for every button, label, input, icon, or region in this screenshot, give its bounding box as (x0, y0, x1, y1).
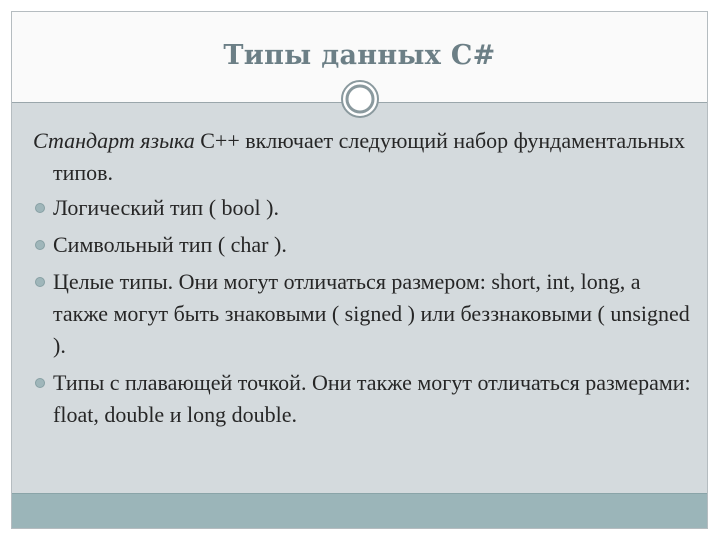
bullet-dot-icon (35, 277, 45, 287)
bullet-dot-icon (35, 378, 45, 388)
bullet-text: Целые типы. Они могут отличаться размером: short, int, long, а также могут быть знаковыми ( signed ) или беззнаковыми ( unsigned ). (53, 269, 690, 358)
bottom-band (12, 493, 707, 528)
bullet-text: Логический тип ( bool ). (53, 195, 279, 220)
intro-italic: Стандарт языка (33, 128, 195, 153)
bullet-item (33, 192, 693, 224)
bullet-item (33, 367, 693, 431)
intro-paragraph (33, 125, 693, 189)
bullet-dot-icon (35, 240, 45, 250)
body-text (33, 125, 693, 436)
ring-ornament-icon (340, 79, 380, 119)
bullet-item (33, 229, 693, 261)
slide-frame (11, 11, 708, 529)
slide-title: Типы данных C# (223, 40, 496, 71)
bullet-item (33, 266, 693, 362)
bullet-text: Типы с плавающей точкой. Они также могут отличаться размерами: float, double и long double. (53, 370, 691, 427)
bullet-dot-icon (35, 203, 45, 213)
intro-rest: С++ включает следующий набор фундаментальных типов. (53, 128, 685, 185)
bullet-text: Символьный тип ( char ). (53, 232, 287, 257)
